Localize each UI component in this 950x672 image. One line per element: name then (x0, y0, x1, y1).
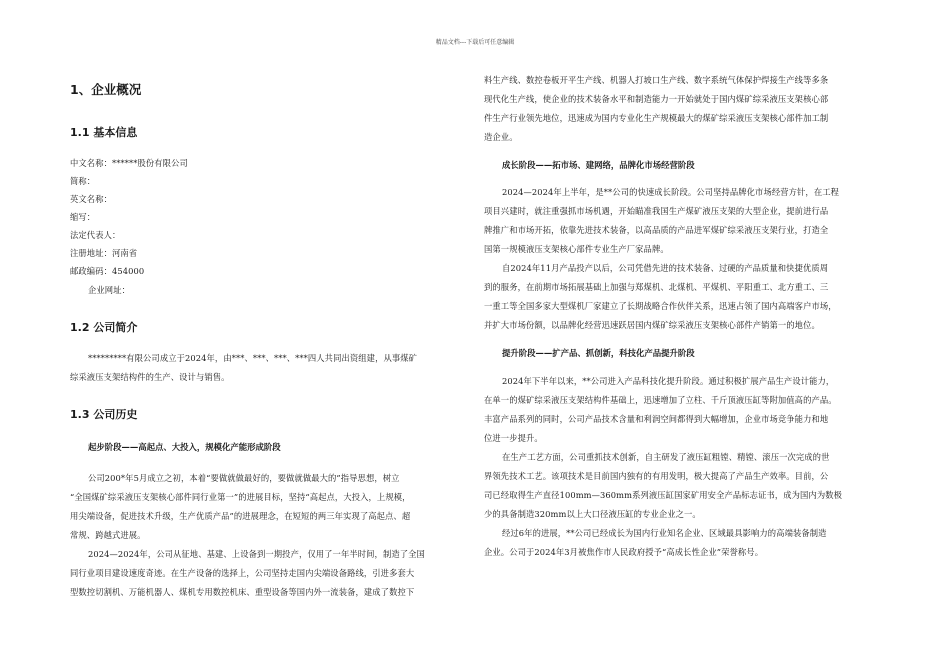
stage2-line-3: 牌推广和市场开拓，依靠先进技术装备，以高品质的产品进军煤矿综采液压支架行业，打造全 (484, 225, 829, 235)
field-short-name: 简称： (70, 176, 96, 186)
stage3-line-8: 少的具备制造320mm以上大口径液压缸的专业企业之一。 (484, 509, 701, 519)
stage2-line-1: 2024—2024年上半年，是**公司的快速成长阶段。公司坚持品牌化市场经营方针，在工程 (502, 187, 840, 197)
stage3-line-7: 司已经取得生产直径100mm—360mm系列液压缸国家矿用安全产品标志证书，成为国内为数极 (484, 490, 843, 500)
history-line-1: 公司200*年5月成立之初，本着“要做就做最好的，要做就做最大的”指导思想，树立 (88, 473, 400, 483)
page-header: 精品文档---下载后可任意编辑 (435, 39, 515, 46)
stage2-line-5: 自2024年11月产品投产以后，公司凭借先进的技术装备、过硬的产品质量和快捷优质周 (502, 263, 829, 273)
cont-line-2: 现代化生产线，使企业的技术装备水平和制造能力一开始就处于国内煤矿综采液压支架核心部 (484, 94, 829, 104)
cont-line-4: 造企业。 (484, 132, 518, 142)
field-legal-rep: 法定代表人： (70, 230, 121, 240)
section-intro-title: 1.2 公司简介 (70, 321, 138, 334)
field-abbreviation: 缩写： (70, 212, 96, 222)
history-line-3: 用尖端设备，促进技术升级，生产优质产品”的进展理念，在短短的两三年实现了高起点、超 (70, 511, 411, 521)
section-history-title: 1.3 公司历史 (70, 408, 138, 421)
stage3-line-1: 2024年下半年以来，**公司进入产品科技化提升阶段。通过积极扩展产品生产设计能力， (502, 376, 835, 386)
stage2-line-6: 到的服务，在前期市场拓展基础上加强与郑煤机、北煤机、平煤机、平阳重工、北方重工、三 (484, 282, 829, 292)
history-line-5: 2024—2024年，公司从征地、基建、上设备到一期投产，仅用了一年半时间，制造了全国 (88, 549, 425, 559)
stage3-line-4: 位进一步提升。 (484, 433, 543, 443)
stage3-line-3: 丰富产品系列的同时，公司产品技术含量和利润空间都得到大幅增加，企业市场竞争能力和地 (484, 414, 829, 424)
stage2-line-8: 并扩大市场份额，以品牌化经营迅速跃居国内煤矿综采液压支架核心部件产销第一的地位。 (484, 320, 820, 330)
stage3-line-5: 在生产工艺方面，公司重抓技术创新，自主研发了液压缸粗镗、精镗、滚压一次完成的世 (502, 452, 830, 462)
history-line-6: 同行业项目建设速度奇迹。在生产设备的选择上，公司坚持走国内尖端设备路线，引进多套大 (70, 568, 415, 578)
cont-line-3: 件生产行业领先地位，迅速成为国内专业化生产规模最大的煤矿综采液压支架核心部件加工制 (484, 113, 829, 123)
stage3-line-10: 企业。公司于2024年3月被焦作市人民政府授予“高成长性企业”荣誉称号。 (484, 547, 764, 557)
stage3-title: 提升阶段——扩产品、抓创新，科技化产品提升阶段 (502, 348, 695, 358)
stage2-line-2: 项目兴建时，就注重强抓市场机遇，开始瞄准我国生产煤矿液压支架的大型企业，提前进行品 (484, 206, 829, 216)
field-address: 注册地址：河南省 (70, 248, 138, 258)
intro-line-1: *********有限公司成立于2024年，由***、***、***、***四人共同出资组建，从事煤矿 (88, 353, 418, 363)
cont-line-1: 料生产线、数控卷板开平生产线、机器人打坡口生产线、数字系统气体保护焊接生产线等多条 (484, 75, 829, 85)
stage2-title: 成长阶段——拓市场、建网络，品牌化市场经营阶段 (502, 160, 695, 170)
history-line-4: 常规、跨越式进展。 (70, 530, 146, 540)
stage2-line-7: 一重工等全国多家大型煤机厂家建立了长期战略合作伙伴关系，迅速占领了国内高端客户市场， (484, 301, 837, 311)
field-postcode: 邮政编码：454000 (70, 266, 145, 276)
stage3-line-9: 经过6年的进展，**公司已经成长为国内行业知名企业、区域最具影响力的高端装备制造 (502, 528, 827, 538)
section-basic-title: 1.1 基本信息 (70, 126, 138, 139)
stage2-line-4: 国第一规模液压支架核心部件专业生产厂家品牌。 (484, 244, 669, 254)
chapter-title: 1、企业概况 (70, 82, 142, 97)
history-line-2: “全国煤矿综采液压支架核心部件同行业第一”的进展目标，坚持“高起点，大投入，上规模， (70, 492, 411, 502)
history-line-7: 型数控切割机、万能机器人、煤机专用数控机床、重型设备等国内外一流装备，建成了数控下 (70, 587, 415, 597)
stage3-line-2: 在单一的煤矿综采液压支架结构件基础上，迅速增加了立柱、千斤顶液压缸等附加值高的产品。 (484, 395, 837, 405)
field-website: 企业网址： (88, 285, 130, 295)
intro-line-2: 综采液压支架结构件的生产、设计与销售。 (70, 372, 230, 382)
field-english-name: 英文名称： (70, 194, 112, 204)
stage1-title: 起步阶段——高起点、大投入，规模化产能形成阶段 (88, 442, 281, 452)
field-chinese-name: 中文名称：******股份有限公司 (70, 158, 188, 168)
stage3-line-6: 界领先技术工艺。该项技术是目前国内独有的有用发明，极大提高了产品生产效率。目前，公 (484, 471, 829, 481)
